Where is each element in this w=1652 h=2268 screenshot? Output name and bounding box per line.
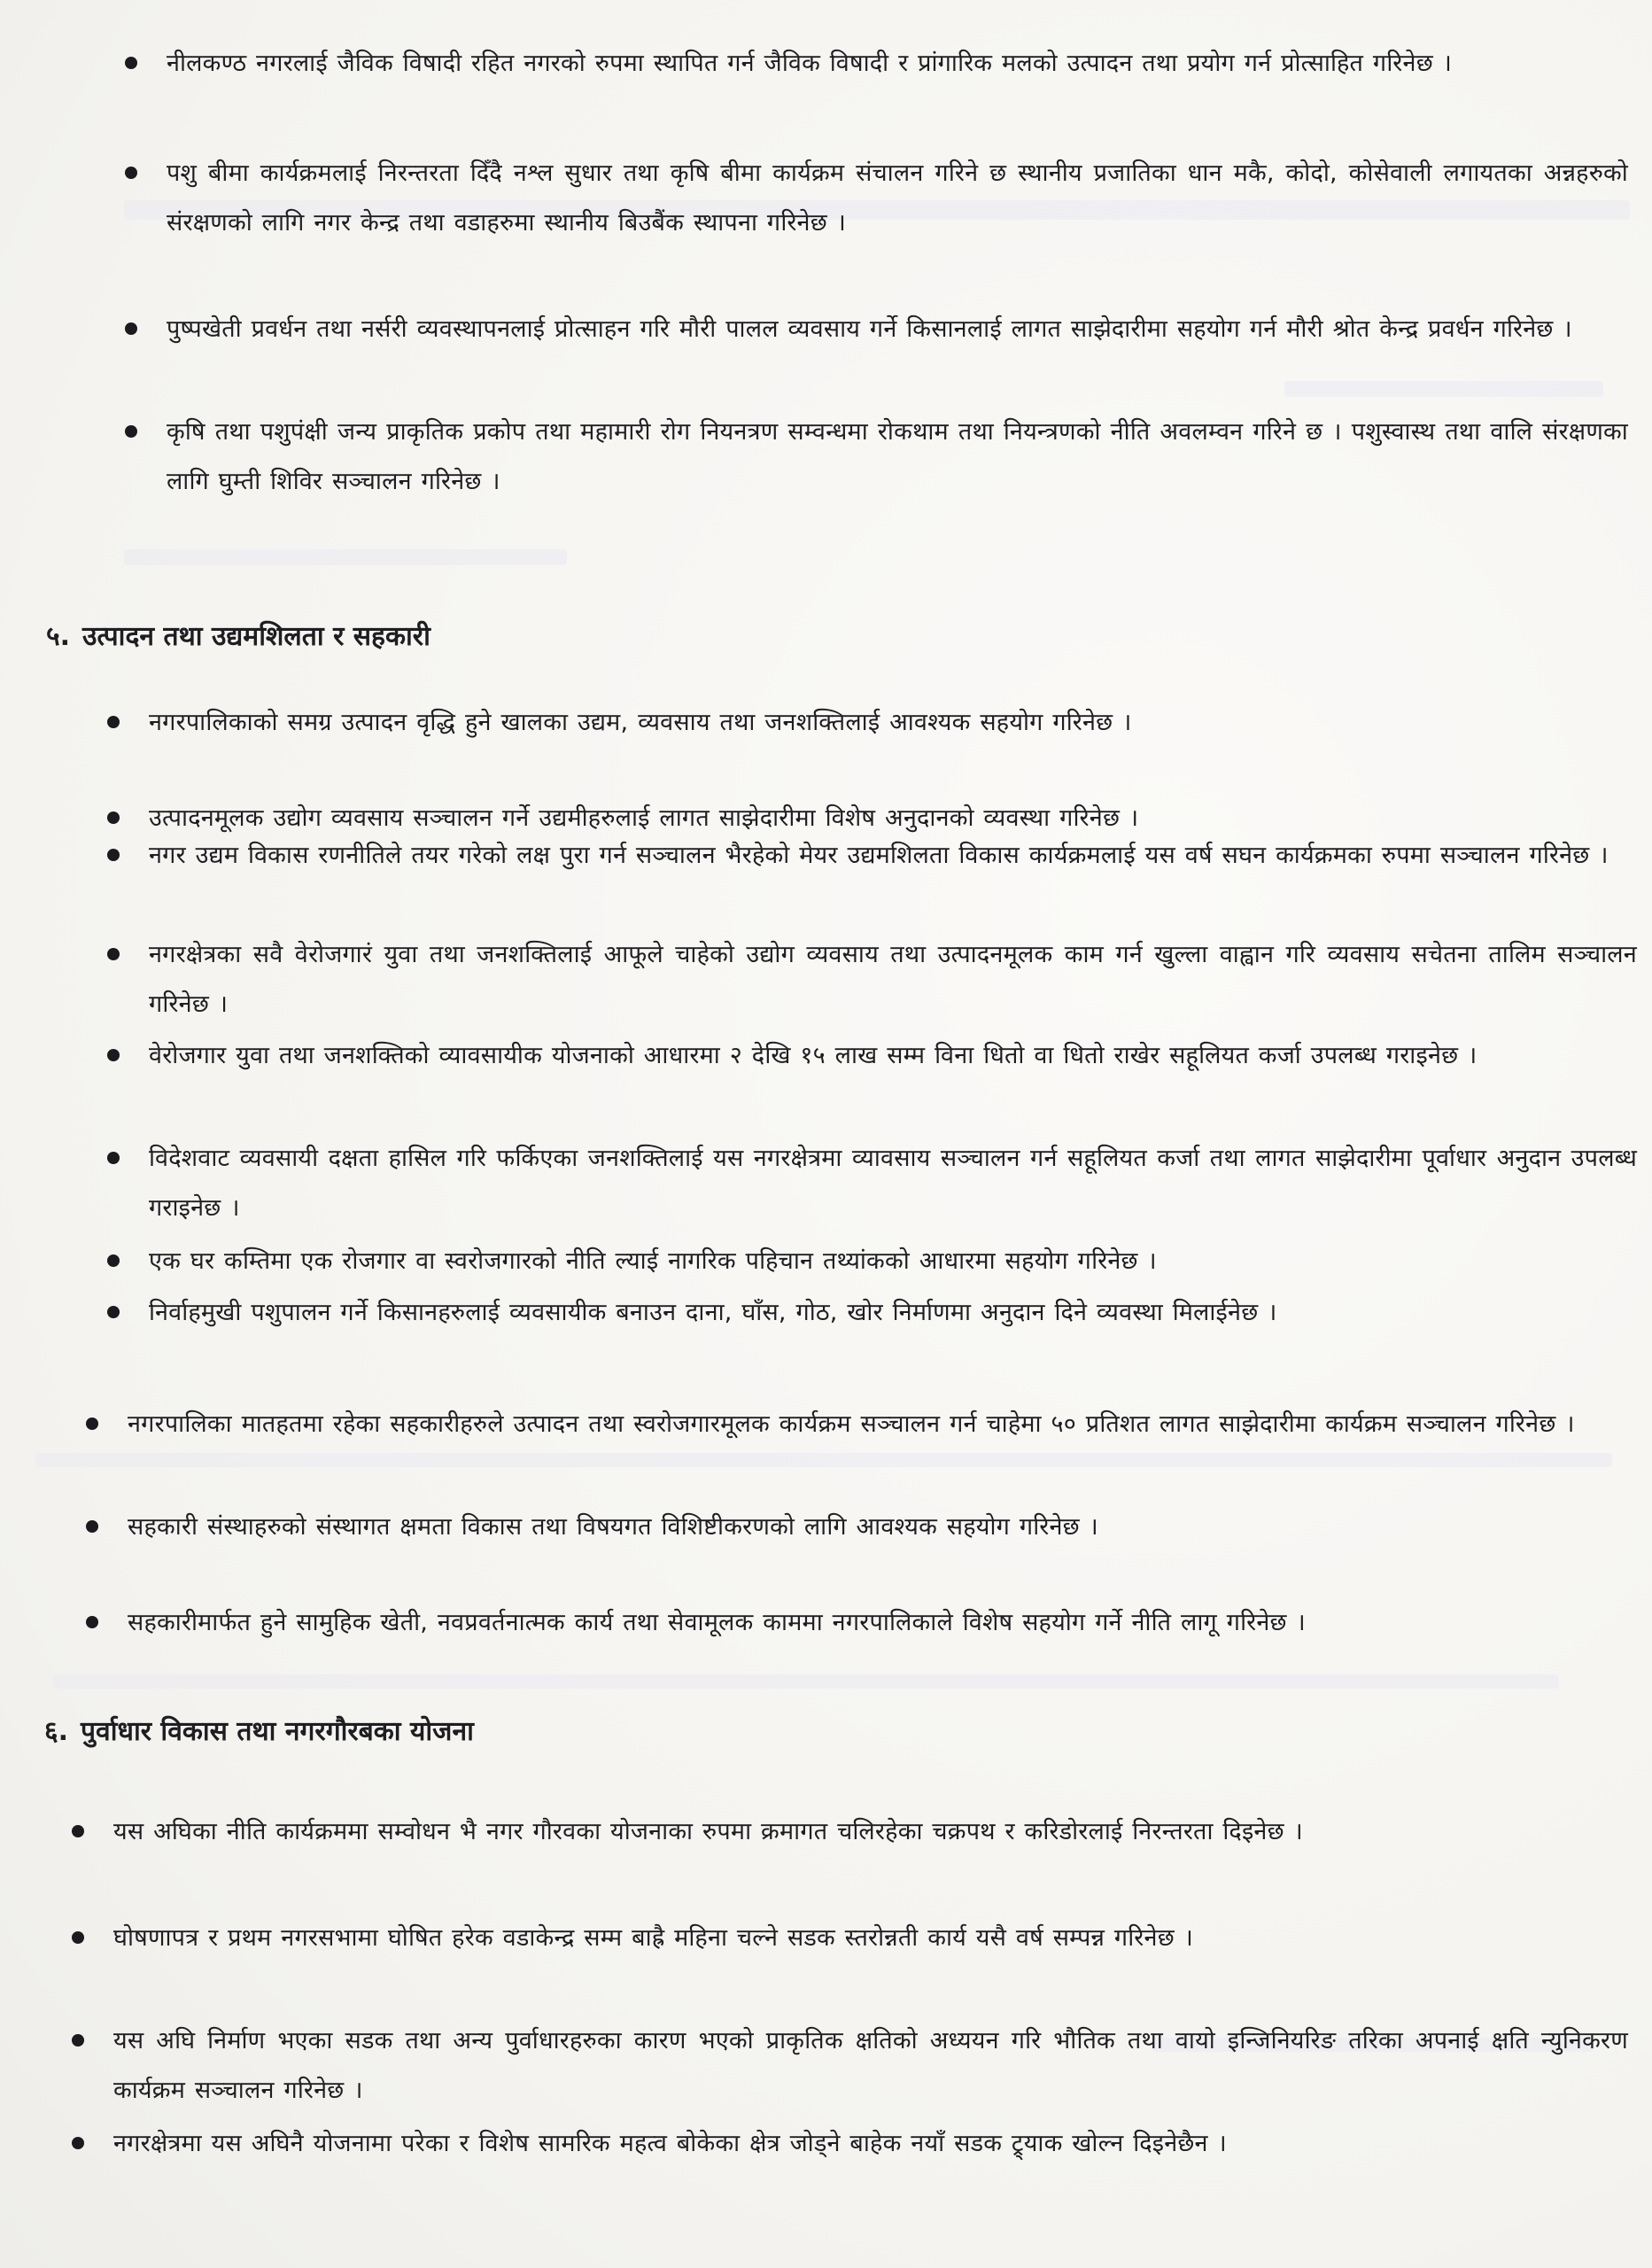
list-item: सहकारी संस्थाहरुको संस्थागत क्षमता विकास तथा विषयगत विशिष्टीकरणको लागि आवश्यक सहयोग गरिनेछ । <box>128 1503 1633 1552</box>
bullet-icon <box>125 425 137 438</box>
section-title: पुर्वाधार विकास तथा नगरगौरबका योजना <box>81 1716 474 1747</box>
section-number: ६. <box>44 1716 68 1747</box>
list-item: पशु बीमा कार्यक्रमलाई निरन्तरता दिँदै नश्ल सुधार तथा कृषि बीमा कार्यक्रम संचालन गरिने छ स्थानीय प्रजातिका धान मकै, कोदो, कोसेवाली लगायतका अन्नहरुको संरक्षणको लागि नगर केन्द्र तथा वडाहरुमा स्थानीय बिउबैंक स्थापना गरिनेछ । <box>167 149 1628 248</box>
section-number: ५. <box>46 621 70 652</box>
list-item: निर्वाहमुखी पशुपालन गर्ने किसानहरुलाई व्यवसायीक बनाउन दाना, घाँस, गोठ, खोर निर्माणमा अनुदान दिने व्यवस्था मिलाईनेछ । <box>149 1288 1637 1338</box>
list-item: एक घर कम्तिमा एक रोजगार वा स्वरोजगारको नीति ल्याई नागरिक पहिचान तथ्यांकको आधारमा सहयोग गरिनेछ । <box>149 1237 1637 1286</box>
bullet-icon <box>107 716 120 728</box>
list-item: नीलकण्ठ नगरलाई जैविक विषादी रहित नगरको रुपमा स्थापित गर्न जैविक विषादी र प्रांगारिक मलको उत्पादन तथा प्रयोग गर्न प्रोत्साहित गरिनेछ । <box>167 39 1628 89</box>
bullet-icon <box>125 167 137 179</box>
section-title: उत्पादन तथा उद्यमशिलता र सहकारी <box>82 621 430 652</box>
list-item: कृषि तथा पशुपंक्षी जन्य प्राकृतिक प्रकोप तथा महामारी रोग नियनत्रण सम्वन्धमा रोकथाम तथा नियन्त्रणको नीति अवलम्वन गरिने छ । पशुस्वास्थ तथा वालि संरक्षणका लागि घुम्ती शिविर सञ्चालन गरिनेछ । <box>167 408 1628 507</box>
bullet-icon <box>72 2137 84 2149</box>
bullet-icon <box>86 1418 98 1430</box>
list-item: पुष्पखेती प्रवर्धन तथा नर्सरी व्यवस्थापनलाई प्रोत्साहन गरि मौरी पालल व्यवसाय गर्ने किसानलाई लागत साझेदारीमा सहयोग गर्न मौरी श्रोत केन्द्र प्रवर्धन गरिनेछ । <box>167 305 1628 354</box>
list-item: नगरक्षेत्रका सवै वेरोजगारं युवा तथा जनशक्तिलाई आफूले चाहेको उद्योग व्यवसाय तथा उत्पादनमूलक काम गर्न खुल्ला वाह्वान गरि व्यवसाय सचेतना तालिम सञ्चालन गरिनेछ । <box>149 930 1637 1029</box>
bullet-icon <box>107 1306 120 1318</box>
bullet-icon <box>86 1520 98 1533</box>
list-item: घोषणापत्र र प्रथम नगरसभामा घोषित हरेक वडाकेन्द्र सम्म बाह्रै महिना चल्ने सडक स्तरोन्नती कार्य यसै वर्ष सम्पन्न गरिनेछ । <box>113 1914 1628 1963</box>
bullet-icon <box>107 1152 120 1164</box>
list-item: विदेशवाट व्यवसायी दक्षता हासिल गरि फर्किएका जनशक्तिलाई यस नगरक्षेत्रमा व्यावसाय सञ्चालन गर्न सहूलियत कर्जा तथा लागत साझेदारीमा पूर्वाधार अनुदान उपलब्ध गराइनेछ । <box>149 1134 1637 1233</box>
list-item: नगरपालिकाको समग्र उत्पादन वृद्धि हुने खालका उद्यम, व्यवसाय तथा जनशक्तिलाई आवश्यक सहयोग गरिनेछ । <box>149 698 1637 748</box>
section-heading <box>46 615 430 659</box>
bullet-icon <box>107 1254 120 1267</box>
bullet-icon <box>72 1931 84 1944</box>
list-item: नगरक्षेत्रमा यस अघिनै योजनामा परेका र विशेष सामरिक महत्व बोकेका क्षेत्र जोड्ने बाहेक नयाँ सडक ट्र्याक खोल्न दिइनेछैन । <box>113 2119 1628 2169</box>
list-item: वेरोजगार युवा तथा जनशक्तिको व्यावसायीक योजनाको आधारमा २ देखि १५ लाख सम्म विना धितो वा धितो राखेर सहूलियत कर्जा उपलब्ध गराइनेछ । <box>149 1031 1637 1081</box>
list-item: नगरपालिका मातहतमा रहेका सहकारीहरुले उत्पादन तथा स्वरोजगारमूलक कार्यक्रम सञ्चालन गर्न चाहेमा ५० प्रतिशत लागत साझेदारीमा कार्यक्रम सञ्चालन गरिनेछ । <box>128 1400 1633 1449</box>
bullet-icon <box>125 322 137 335</box>
bullet-icon <box>125 57 137 69</box>
bullet-icon <box>107 812 120 824</box>
bullet-icon <box>107 948 120 960</box>
list-item: उत्पादनमूलक उद्योग व्यवसाय सञ्चालन गर्ने उद्यमीहरुलाई लागत साझेदारीमा विशेष अनुदानको व्यवस्था गरिनेछ । <box>149 794 1637 843</box>
bullet-icon <box>107 1049 120 1061</box>
bullet-icon <box>72 2034 84 2047</box>
list-item: यस अघिका नीति कार्यक्रममा सम्वोधन भै नगर गौरवका योजनाका रुपमा क्रमागत चलिरहेका चक्रपथ र करिडोरलाई निरन्तरता दिइनेछ । <box>113 1807 1628 1857</box>
list-item: नगर उद्यम विकास रणनीतिले तयर गरेको लक्ष पुरा गर्न सञ्चालन भैरहेको मेयर उद्यमशिलता विकास कार्यक्रमलाई यस वर्ष सघन कार्यक्रमका रुपमा सञ्चालन गरिनेछ । <box>149 831 1637 881</box>
list-item: यस अघि निर्माण भएका सडक तथा अन्य पुर्वाधारहरुका कारण भएको प्राकृतिक क्षतिको अध्ययन गरि भौतिक तथा वायो इन्जिनियरिङ तरिका अपनाई क्षति न्युनिकरण कार्यक्रम सञ्चालन गरिनेछ । <box>113 2016 1628 2116</box>
bullet-icon <box>107 849 120 861</box>
section-heading <box>44 1710 474 1754</box>
bullet-icon <box>72 1825 84 1837</box>
list-item: सहकारीमार्फत हुने सामुहिक खेती, नवप्रवर्तनात्मक कार्य तथा सेवामूलक काममा नगरपालिकाले विशेष सहयोग गर्ने नीति लागू गरिनेछ । <box>128 1598 1633 1648</box>
bullet-icon <box>86 1616 98 1628</box>
